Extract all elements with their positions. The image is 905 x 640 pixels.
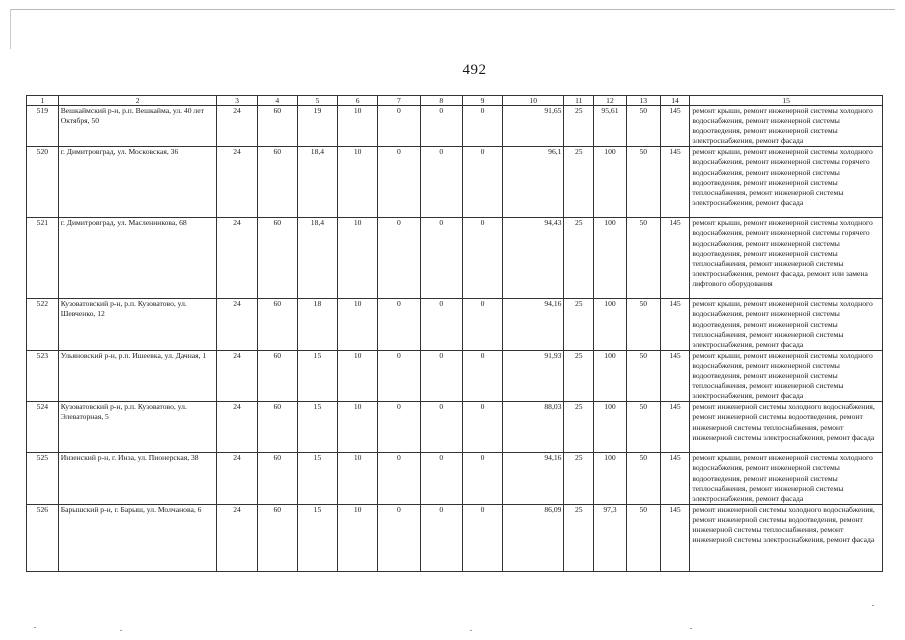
value-cell: 25 [564, 147, 594, 218]
value-cell: 0 [420, 106, 462, 147]
value-cell: 0 [420, 299, 462, 350]
column-header: 2 [58, 96, 217, 106]
value-cell: 0 [462, 299, 502, 350]
value-cell: 15 [297, 350, 337, 401]
value-cell: 24 [217, 299, 257, 350]
value-cell: 0 [462, 504, 502, 571]
value-cell: 0 [420, 402, 462, 453]
value-cell: 25 [564, 402, 594, 453]
value-cell: 18,4 [297, 147, 337, 218]
value-cell: 95,61 [594, 106, 627, 147]
value-cell: 60 [257, 147, 297, 218]
value-cell: 24 [217, 218, 257, 299]
table-row [27, 453, 883, 504]
value-cell: 100 [594, 453, 627, 504]
works-cell: ремонт крыши, ремонт инженерной системы холодного водоснабжения, ремонт инженерной системы водоотведения, ремонт инженерной системы теплоснабжения, ремонт инженерной системы электроснабжения, ремонт фасада [690, 299, 883, 350]
works-cell: ремонт инженерной системы холодного водоснабжения, ремонт инженерной системы водоотведения, ремонт инженерной системы теплоснабжения, ремонт инженерной системы электроснабжения, ремонт фасада [690, 504, 883, 571]
works-cell: ремонт крыши, ремонт инженерной системы холодного водоснабжения, ремонт инженерной системы водоотведения, ремонт инженерной системы электроснабжения, ремонт фасада [690, 106, 883, 147]
value-cell: 18,4 [297, 218, 337, 299]
value-cell: 50 [626, 106, 660, 147]
column-number-row [27, 96, 883, 106]
value-cell: 10 [338, 106, 378, 147]
value-cell: 100 [594, 402, 627, 453]
value-cell: 0 [420, 147, 462, 218]
address-cell: Ульяновский р-н, р.п. Ишеевка, ул. Дачная, 1 [58, 350, 217, 401]
value-cell: 10 [338, 453, 378, 504]
scan-edge-left [10, 9, 11, 49]
column-header: 14 [660, 96, 690, 106]
value-cell: 10 [338, 299, 378, 350]
value-cell: 25 [564, 453, 594, 504]
row-number: 520 [27, 147, 59, 218]
value-cell: 24 [217, 106, 257, 147]
table-row [27, 402, 883, 453]
value-cell: 0 [378, 402, 420, 453]
column-header: 12 [594, 96, 627, 106]
value-cell: 60 [257, 402, 297, 453]
row-number: 523 [27, 350, 59, 401]
value-cell: 0 [378, 504, 420, 571]
value-cell: 25 [564, 299, 594, 350]
value-cell: 50 [626, 147, 660, 218]
value-cell: 15 [297, 402, 337, 453]
value-cell: 145 [660, 218, 690, 299]
value-cell: 50 [626, 402, 660, 453]
value-cell: 145 [660, 453, 690, 504]
scan-speck [120, 630, 122, 631]
value-cell: 50 [626, 299, 660, 350]
address-cell: Кузоватовский р-н, р.п. Кузоватово, ул. Шевченко, 12 [58, 299, 217, 350]
row-number: 526 [27, 504, 59, 571]
row-number: 524 [27, 402, 59, 453]
value-cell: 50 [626, 218, 660, 299]
value-cell: 10 [338, 350, 378, 401]
value-cell: 91,93 [503, 350, 564, 401]
value-cell: 94,43 [503, 218, 564, 299]
column-header: 15 [690, 96, 883, 106]
table-row [27, 350, 883, 401]
address-cell: г. Димитровград, ул. Московская, 36 [58, 147, 217, 218]
value-cell: 0 [378, 299, 420, 350]
value-cell: 0 [462, 402, 502, 453]
value-cell: 0 [420, 350, 462, 401]
works-cell: ремонт инженерной системы холодного водоснабжения, ремонт инженерной системы водоотведения, ремонт инженерной системы теплоснабжения, ремонт инженерной системы электроснабжения, ремонт фасада [690, 402, 883, 453]
value-cell: 145 [660, 147, 690, 218]
value-cell: 88,03 [503, 402, 564, 453]
value-cell: 10 [338, 218, 378, 299]
value-cell: 100 [594, 350, 627, 401]
value-cell: 0 [378, 147, 420, 218]
value-cell: 145 [660, 106, 690, 147]
value-cell: 25 [564, 218, 594, 299]
value-cell: 24 [217, 350, 257, 401]
value-cell: 0 [462, 218, 502, 299]
value-cell: 100 [594, 147, 627, 218]
column-header: 7 [378, 96, 420, 106]
scan-speck [34, 627, 36, 628]
value-cell: 25 [564, 350, 594, 401]
value-cell: 145 [660, 402, 690, 453]
value-cell: 0 [462, 350, 502, 401]
value-cell: 0 [378, 453, 420, 504]
table-row [27, 106, 883, 147]
value-cell: 145 [660, 299, 690, 350]
value-cell: 10 [338, 504, 378, 571]
value-cell: 0 [462, 106, 502, 147]
address-cell: Кузоватовский р-н, р.п. Кузоватово, ул. Элеваторная, 5 [58, 402, 217, 453]
column-header: 5 [297, 96, 337, 106]
value-cell: 100 [594, 218, 627, 299]
works-cell: ремонт крыши, ремонт инженерной системы холодного водоснабжения, ремонт инженерной системы горячего водоснабжения, ремонт инженерной системы водоотведения, ремонт инженерной системы теплоснабжения, ремонт инженерной системы электроснабжения, ремонт фасада [690, 147, 883, 218]
value-cell: 50 [626, 350, 660, 401]
value-cell: 15 [297, 453, 337, 504]
value-cell: 24 [217, 504, 257, 571]
row-number: 521 [27, 218, 59, 299]
works-cell: ремонт крыши, ремонт инженерной системы холодного водоснабжения, ремонт инженерной системы водоотведения, ремонт инженерной системы теплоснабжения, ремонт инженерной системы электроснабжения, ремонт фасада [690, 453, 883, 504]
row-number: 519 [27, 106, 59, 147]
value-cell: 24 [217, 147, 257, 218]
value-cell: 24 [217, 453, 257, 504]
column-header: 1 [27, 96, 59, 106]
address-cell: Барышский р-н, г. Барыш, ул. Молчанова, 6 [58, 504, 217, 571]
scan-speck [470, 630, 472, 631]
column-header: 8 [420, 96, 462, 106]
table-row [27, 218, 883, 299]
table-row [27, 147, 883, 218]
scan-speck [872, 605, 874, 606]
column-header: 9 [462, 96, 502, 106]
row-number: 525 [27, 453, 59, 504]
value-cell: 0 [420, 453, 462, 504]
value-cell: 60 [257, 106, 297, 147]
value-cell: 50 [626, 453, 660, 504]
scan-speck [690, 628, 692, 629]
value-cell: 94,16 [503, 299, 564, 350]
value-cell: 24 [217, 402, 257, 453]
column-header: 11 [564, 96, 594, 106]
value-cell: 86,09 [503, 504, 564, 571]
value-cell: 19 [297, 106, 337, 147]
value-cell: 0 [378, 218, 420, 299]
value-cell: 10 [338, 402, 378, 453]
works-cell: ремонт крыши, ремонт инженерной системы холодного водоснабжения, ремонт инженерной системы горячего водоснабжения, ремонт инженерной системы водоотведения, ремонт инженерной системы теплоснабжения, ремонт инженерной системы электроснабжения, ремонт фасада, ремонт или замена лифтового оборудования [690, 218, 883, 299]
page-number: 492 [462, 62, 487, 78]
column-header: 6 [338, 96, 378, 106]
value-cell: 60 [257, 504, 297, 571]
value-cell: 25 [564, 106, 594, 147]
address-cell: г. Димитровград, ул. Масленникова, 68 [58, 218, 217, 299]
value-cell: 0 [378, 106, 420, 147]
value-cell: 94,16 [503, 453, 564, 504]
table-row [27, 299, 883, 350]
value-cell: 145 [660, 350, 690, 401]
value-cell: 60 [257, 299, 297, 350]
value-cell: 10 [338, 147, 378, 218]
value-cell: 0 [420, 504, 462, 571]
address-cell: Вешкаймский р-н, р.п. Вешкайма, ул. 40 лет Октября, 50 [58, 106, 217, 147]
value-cell: 0 [462, 453, 502, 504]
value-cell: 100 [594, 299, 627, 350]
value-cell: 0 [378, 350, 420, 401]
value-cell: 60 [257, 453, 297, 504]
value-cell: 96,1 [503, 147, 564, 218]
value-cell: 145 [660, 504, 690, 571]
column-header: 13 [626, 96, 660, 106]
value-cell: 60 [257, 350, 297, 401]
value-cell: 97,3 [594, 504, 627, 571]
row-number: 522 [27, 299, 59, 350]
value-cell: 91,65 [503, 106, 564, 147]
value-cell: 60 [257, 218, 297, 299]
value-cell: 25 [564, 504, 594, 571]
value-cell: 15 [297, 504, 337, 571]
column-header: 10 [503, 96, 564, 106]
address-cell: Инзенский р-н, г. Инза, ул. Пионерская, 38 [58, 453, 217, 504]
value-cell: 0 [420, 218, 462, 299]
works-cell: ремонт крыши, ремонт инженерной системы холодного водоснабжения, ремонт инженерной системы водоотведения, ремонт инженерной системы теплоснабжения, ремонт инженерной системы электроснабжения, ремонт фасада [690, 350, 883, 401]
column-header: 4 [257, 96, 297, 106]
repair-schedule-table [26, 95, 883, 572]
scan-edge-top [10, 9, 895, 10]
table-row [27, 504, 883, 571]
value-cell: 18 [297, 299, 337, 350]
value-cell: 50 [626, 504, 660, 571]
column-header: 3 [217, 96, 257, 106]
value-cell: 0 [462, 147, 502, 218]
